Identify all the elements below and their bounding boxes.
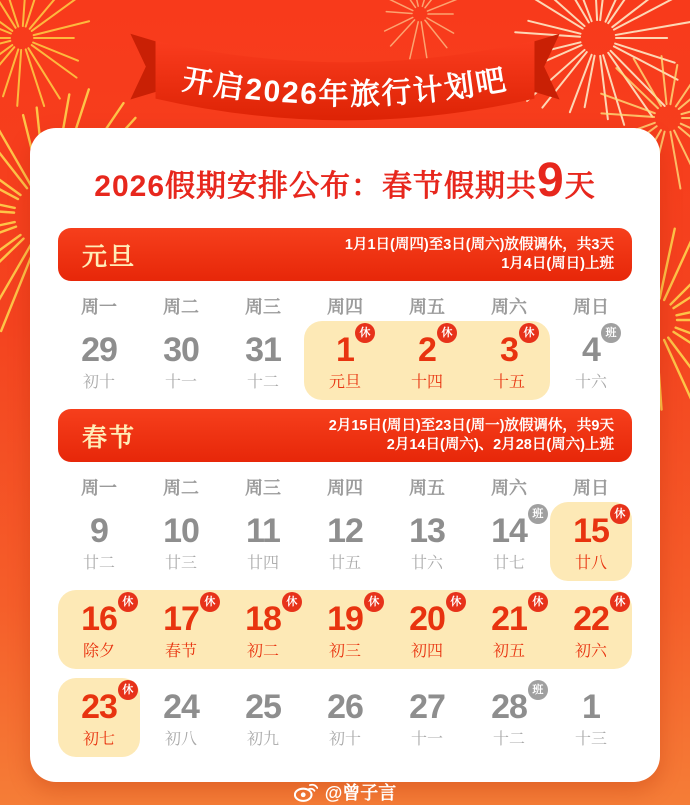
- date-number: 22 休: [573, 599, 609, 639]
- date-number: 1 休: [336, 330, 354, 370]
- watermark-handle: @曾子言: [324, 783, 397, 803]
- rest-badge: 休: [355, 323, 375, 343]
- section-note-line1: 1月1日(周四)至3日(周六)放假调休，共3天: [344, 236, 614, 253]
- calendar-rows: [58, 321, 632, 400]
- lunar-label: 春节: [164, 643, 197, 660]
- lunar-label: 十二: [492, 731, 525, 748]
- weekday-label: 周二: [163, 478, 199, 498]
- holiday-card: [30, 128, 660, 782]
- date-number: 23 休: [81, 687, 117, 727]
- weekday-label: 周一: [81, 478, 117, 498]
- ribbon-banner: [122, 28, 568, 140]
- lunar-label: 初五: [492, 643, 525, 660]
- section-note-line1: 2月15日(周日)至23日(周一)放假调休，共9天: [328, 417, 614, 434]
- section-header-bar: [58, 228, 632, 281]
- weekday-row: [58, 293, 632, 319]
- lunar-label: 廿三: [164, 555, 197, 572]
- banner-text: 开启2026年旅行计划吧: [180, 63, 510, 112]
- date-number: 11: [246, 512, 280, 550]
- lunar-label: 廿五: [328, 555, 361, 572]
- calendar-row: [58, 678, 632, 757]
- watermark: [0, 779, 690, 805]
- lunar-label: 十五: [492, 374, 525, 391]
- date-number: 26: [327, 688, 363, 726]
- calendar-cell: [140, 590, 222, 669]
- weekday-label: 周六: [491, 297, 527, 317]
- date-number: 21 休: [491, 599, 527, 639]
- calendar-cell: [58, 321, 140, 400]
- calendar-row: [58, 321, 632, 400]
- date-number: 13: [409, 512, 445, 550]
- weekday-label: 周日: [573, 478, 609, 498]
- calendar-row: [58, 590, 632, 669]
- lunar-label: 初二: [246, 643, 279, 660]
- rest-badge: 休: [118, 592, 138, 612]
- calendar-cell: [140, 502, 222, 581]
- rest-badge: 休: [364, 592, 384, 612]
- weekday-row: [58, 474, 632, 500]
- lunar-label: 廿二: [82, 555, 115, 572]
- weekday-label: 周四: [327, 478, 363, 498]
- calendar-cell: [550, 678, 632, 757]
- section-title: 春节: [82, 423, 137, 452]
- lunar-label: 十三: [574, 731, 607, 748]
- section-header-bar: [58, 409, 632, 462]
- date-number: 9: [90, 512, 108, 550]
- date-number: 30: [163, 331, 199, 369]
- holiday-section: [58, 228, 632, 400]
- weekday-label: 周五: [409, 297, 445, 317]
- rest-badge: 休: [118, 680, 138, 700]
- weekday-label: 周六: [491, 478, 527, 498]
- calendar-cell: [386, 590, 468, 669]
- work-badge: 班: [528, 504, 548, 524]
- calendar-cell: [550, 321, 632, 400]
- section-note-line2: 1月4日(周日)上班: [501, 255, 614, 272]
- date-number: 2 休: [418, 330, 436, 370]
- date-number: 15 休: [573, 511, 609, 551]
- weekday-label: 周日: [573, 297, 609, 317]
- rest-badge: 休: [610, 592, 630, 612]
- title-prefix: 2026假期安排公布：春节假期共: [94, 170, 538, 203]
- calendar-cell: [58, 590, 140, 669]
- date-number: 18 休: [245, 599, 281, 639]
- calendar-cell: [386, 502, 468, 581]
- weekday-label: 周三: [245, 478, 281, 498]
- calendar-cell: [222, 321, 304, 400]
- lunar-label: 初十: [328, 731, 361, 748]
- work-badge: 班: [528, 680, 548, 700]
- date-number: 4 班: [582, 330, 600, 370]
- calendar-cell: [468, 321, 550, 400]
- weekday-label: 周一: [81, 297, 117, 317]
- lunar-label: 十二: [246, 374, 279, 391]
- calendar-rows: [58, 502, 632, 757]
- lunar-label: 除夕: [82, 643, 115, 660]
- lunar-label: 十一: [410, 731, 443, 748]
- calendar-cell: [468, 590, 550, 669]
- weekday-label: 周四: [327, 297, 363, 317]
- lunar-label: 初十: [82, 374, 115, 391]
- calendar-cell: [304, 678, 386, 757]
- lunar-label: 十一: [164, 374, 197, 391]
- calendar-cell: [550, 502, 632, 581]
- calendar-cell: [222, 678, 304, 757]
- calendar-cell: [468, 502, 550, 581]
- rest-badge: 休: [519, 323, 539, 343]
- lunar-label: 初三: [328, 643, 361, 660]
- lunar-label: 十四: [410, 374, 443, 391]
- date-number: 1: [582, 688, 600, 726]
- calendar-cell: [468, 678, 550, 757]
- date-number: 20 休: [409, 599, 445, 639]
- holiday-section: [58, 409, 632, 757]
- section-note: [345, 236, 614, 274]
- date-number: 24: [163, 688, 199, 726]
- rest-badge: 休: [610, 504, 630, 524]
- date-number: 10: [163, 512, 199, 550]
- lunar-label: 廿七: [492, 555, 525, 572]
- date-number: 29: [81, 331, 117, 369]
- weekday-label: 周二: [163, 297, 199, 317]
- calendar-cell: [386, 678, 468, 757]
- rest-badge: 休: [528, 592, 548, 612]
- calendar-cell: [222, 590, 304, 669]
- section-note: [329, 417, 614, 455]
- lunar-label: 初六: [574, 643, 607, 660]
- date-number: 19 休: [327, 599, 363, 639]
- lunar-label: 元旦: [328, 374, 361, 391]
- calendar-cell: [304, 590, 386, 669]
- title-days-count: 9: [537, 154, 565, 207]
- lunar-label: 初七: [82, 731, 115, 748]
- title-suffix: 天: [564, 170, 596, 203]
- calendar-cell: [140, 321, 222, 400]
- lunar-label: 初九: [246, 731, 279, 748]
- date-number: 28 班: [491, 687, 527, 727]
- date-number: 27: [409, 688, 445, 726]
- weibo-icon: [294, 782, 318, 802]
- calendar-cell: [304, 502, 386, 581]
- lunar-label: 初四: [410, 643, 443, 660]
- rest-badge: 休: [437, 323, 457, 343]
- date-number: 3 休: [500, 330, 518, 370]
- lunar-label: 廿六: [410, 555, 443, 572]
- date-number: 17 休: [163, 599, 199, 639]
- rest-badge: 休: [282, 592, 302, 612]
- calendar-sections: [58, 228, 632, 757]
- lunar-label: 廿八: [574, 555, 607, 572]
- section-title: 元旦: [82, 242, 137, 271]
- calendar-cell: [140, 678, 222, 757]
- date-number: 16 休: [81, 599, 117, 639]
- calendar-row: [58, 502, 632, 581]
- calendar-cell: [550, 590, 632, 669]
- calendar-cell: [386, 321, 468, 400]
- calendar-cell: [58, 678, 140, 757]
- work-badge: 班: [601, 323, 621, 343]
- section-note-line2: 2月14日(周六)、2月28日(周六)上班: [386, 436, 614, 453]
- weekday-label: 周五: [409, 478, 445, 498]
- rest-badge: 休: [446, 592, 466, 612]
- weekday-label: 周三: [245, 297, 281, 317]
- date-number: 14 班: [491, 511, 527, 551]
- calendar-cell: [58, 502, 140, 581]
- date-number: 31: [245, 331, 281, 369]
- date-number: 25: [245, 688, 281, 726]
- calendar-cell: [222, 502, 304, 581]
- page-title: [58, 154, 632, 210]
- calendar-cell: [304, 321, 386, 400]
- lunar-label: 初八: [164, 731, 197, 748]
- date-number: 12: [327, 512, 363, 550]
- lunar-label: 廿四: [246, 555, 279, 572]
- rest-badge: 休: [200, 592, 220, 612]
- lunar-label: 十六: [574, 374, 607, 391]
